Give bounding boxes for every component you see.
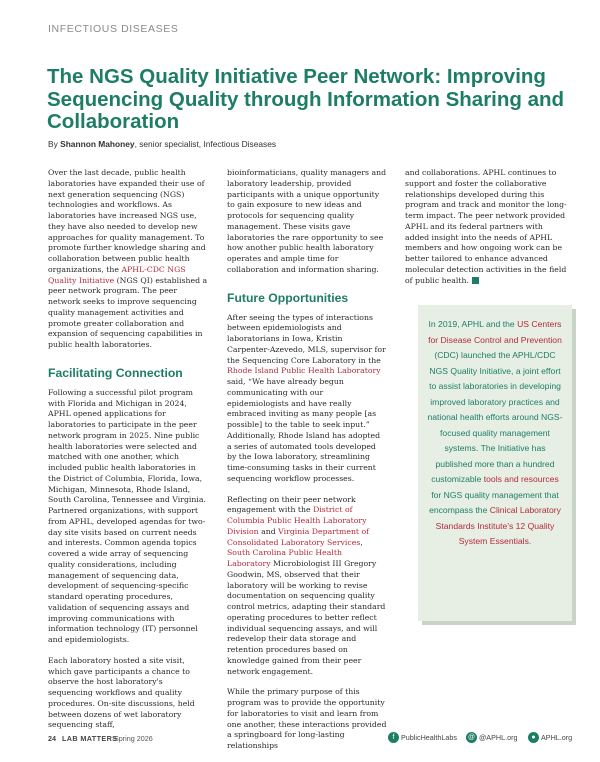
- section-label: INFECTIOUS DISEASES: [48, 23, 179, 35]
- footer: [0, 730, 600, 750]
- byline-author: Shannon Mahoney: [60, 139, 135, 149]
- paragraph: Each laboratory hosted a site visit, which gave participants a chance to observe the host laboratory's sequencing workflows and quality procedures. On-site discussions, held between dozens of wet laboratory sequencing staff,: [48, 655, 195, 730]
- paragraph: While the primary purpose of this program was to provide the opportunity for laboratories to visit and learn from one another, these interactions provided a springboard for long-lasting relationships: [227, 687, 387, 750]
- social-icon: @: [467, 734, 476, 741]
- column-1: [48, 168, 208, 741]
- heading-facilitating-connection: Facilitating Connection: [48, 365, 183, 380]
- cdc-link[interactable]: US Centers for Disease Control and Prevention: [428, 319, 562, 345]
- paragraph: Following a successful pilot program with Florida and Michigan in 2024, APHL opened applications for laboratories to participate in the peer network program in 2025. Nine public health laboratories were selected and matched with one another, which included public health laboratories in the District of Columbia, Florida, Iowa, Michigan, Minnesota, Rhode Island, South Carolina, Tennessee and Virginia. Partnered organizations, with support from APHL, developed agendas for two-day site visits based on current needs and interests. Common agenda topics covered a wide array of sequencing quality considerations, including management of sequencing data, development of sequencing-specific standard operating procedures, validation of sequencing assays and improving communications with information technology (IT) personnel and epidemiologists.: [48, 387, 206, 644]
- tools-resources-link[interactable]: tools and resources: [483, 474, 559, 484]
- clsi-link[interactable]: Clinical Laboratory Standards Institute's 12 Quality System Essentials: [435, 505, 561, 546]
- byline-role: , senior specialist, Infectious Diseases: [134, 139, 277, 149]
- sidebar-callout: [418, 305, 572, 621]
- byline-prefix: By: [48, 139, 61, 149]
- south-carolina-lab-link[interactable]: South Carolina Public Health Laboratory: [227, 548, 342, 568]
- end-mark-icon: [472, 277, 479, 284]
- facebook-link[interactable]: f PublicHealthLabs: [388, 732, 457, 744]
- column-3: [405, 168, 567, 296]
- column-2: [227, 168, 387, 762]
- dc-lab-link[interactable]: District of Columbia Public Health Laboratory Division: [227, 505, 367, 536]
- virginia-lab-link[interactable]: Virginia Department of Consolidated Laboratory Services: [227, 526, 370, 547]
- callout-text: In 2019, APHL and the US Centers for Disease Control and Prevention (CDC) launched the APHL/CDC NGS Quality Initiative, a joint effort to assist laboratories in developing improved laboratory practices and national health efforts around NGS-focused quality management systems. The Initiative has published more than a hundred customizable tools and resources for NGS quality management that encompass the Clinical Laboratory Standards Institute's 12 Quality System Essentials.: [427, 319, 563, 546]
- paragraph: Reflecting on their peer network engagement with the District of Columbia Public Health Laboratory Division and Virginia Department of Consolidated Laboratory Services, South Carolina Public Health Laboratory Microbiologist III Gregory Goodwin, MS, observed that their laboratory will be working to revise documentation on sequencing quality control metrics, adapting their standard operating procedures to better reflect individual sequencing assays, and will redevelop their data storage and retention procedures based on knowledge gained from their peer network engagement.: [227, 494, 386, 676]
- article-title: The NGS Quality Initiative Peer Network: Improving Sequencing Quality through Information Sharing and Collaboration: [47, 65, 565, 133]
- issue-date: Spring 2026: [114, 734, 153, 743]
- heading-future-opportunities: Future Opportunities: [227, 290, 349, 305]
- website-link[interactable]: ● APHL.org: [528, 732, 572, 744]
- ngs-qi-link[interactable]: APHL-CDC NGS Quality Initiative: [48, 264, 186, 285]
- byline: [48, 139, 276, 149]
- paragraph: bioinformaticians, quality managers and laboratory leadership, provided participants with a unique opportunity to gain exposure to new ideas and protocols for sequencing quality management. These visits gave laboratories the rare opportunity to see how another public health laboratory operates and ample time for collaboration and information sharing.: [227, 168, 387, 274]
- paragraph: Over the last decade, public health laboratories have expanded their use of next generation sequencing (NGS) technologies and workflows. As laboratories have increased NGS use, they have also needed to develop new approaches for quality management. To promote further knowledge sharing and collaboration between public health organizations, the APHL-CDC NGS Quality Initiative (NGS QI) established a peer network program. The peer network seeks to improve sequencing quality management activities and promote greater collaboration and expansion of sequencing capabilities in public health laboratories.: [48, 168, 208, 349]
- facebook-icon: f: [388, 732, 399, 743]
- page-number: 24: [48, 734, 56, 743]
- paragraph: After seeing the types of interactions between epidemiologists and laboratorians in Iowa, Kristin Carpenter-Azevedo, MLS, supervisor for the Sequencing Core Laboratory in the Rhode Island Public Health Laboratory said, “We have already begun communicating with our epidemiologists and have really embraced inviting as many people [as possible] to the table to seek input.” Additionally, Rhode Island has adopted a series of automated tools developed by the Iowa laboratory, streamlining time-consuming tasks in their current sequencing workflow processes.: [227, 312, 386, 483]
- globe-icon: ●: [528, 732, 539, 743]
- social-handle-link[interactable]: @ @APHL.org: [467, 733, 518, 742]
- rhode-island-lab-link[interactable]: Rhode Island Public Health Laboratory: [227, 366, 381, 376]
- magazine-name: LAB MATTERS: [62, 734, 118, 743]
- paragraph: and collaborations. APHL continues to support and foster the collaborative relationships developed during this program and track and monitor the long-term impact. The peer network provided APHL and its federal partners with added insight into the needs of APHL members and how ongoing work can be better tailored to enhance advanced molecular detection activities in the field of public health.: [405, 168, 567, 285]
